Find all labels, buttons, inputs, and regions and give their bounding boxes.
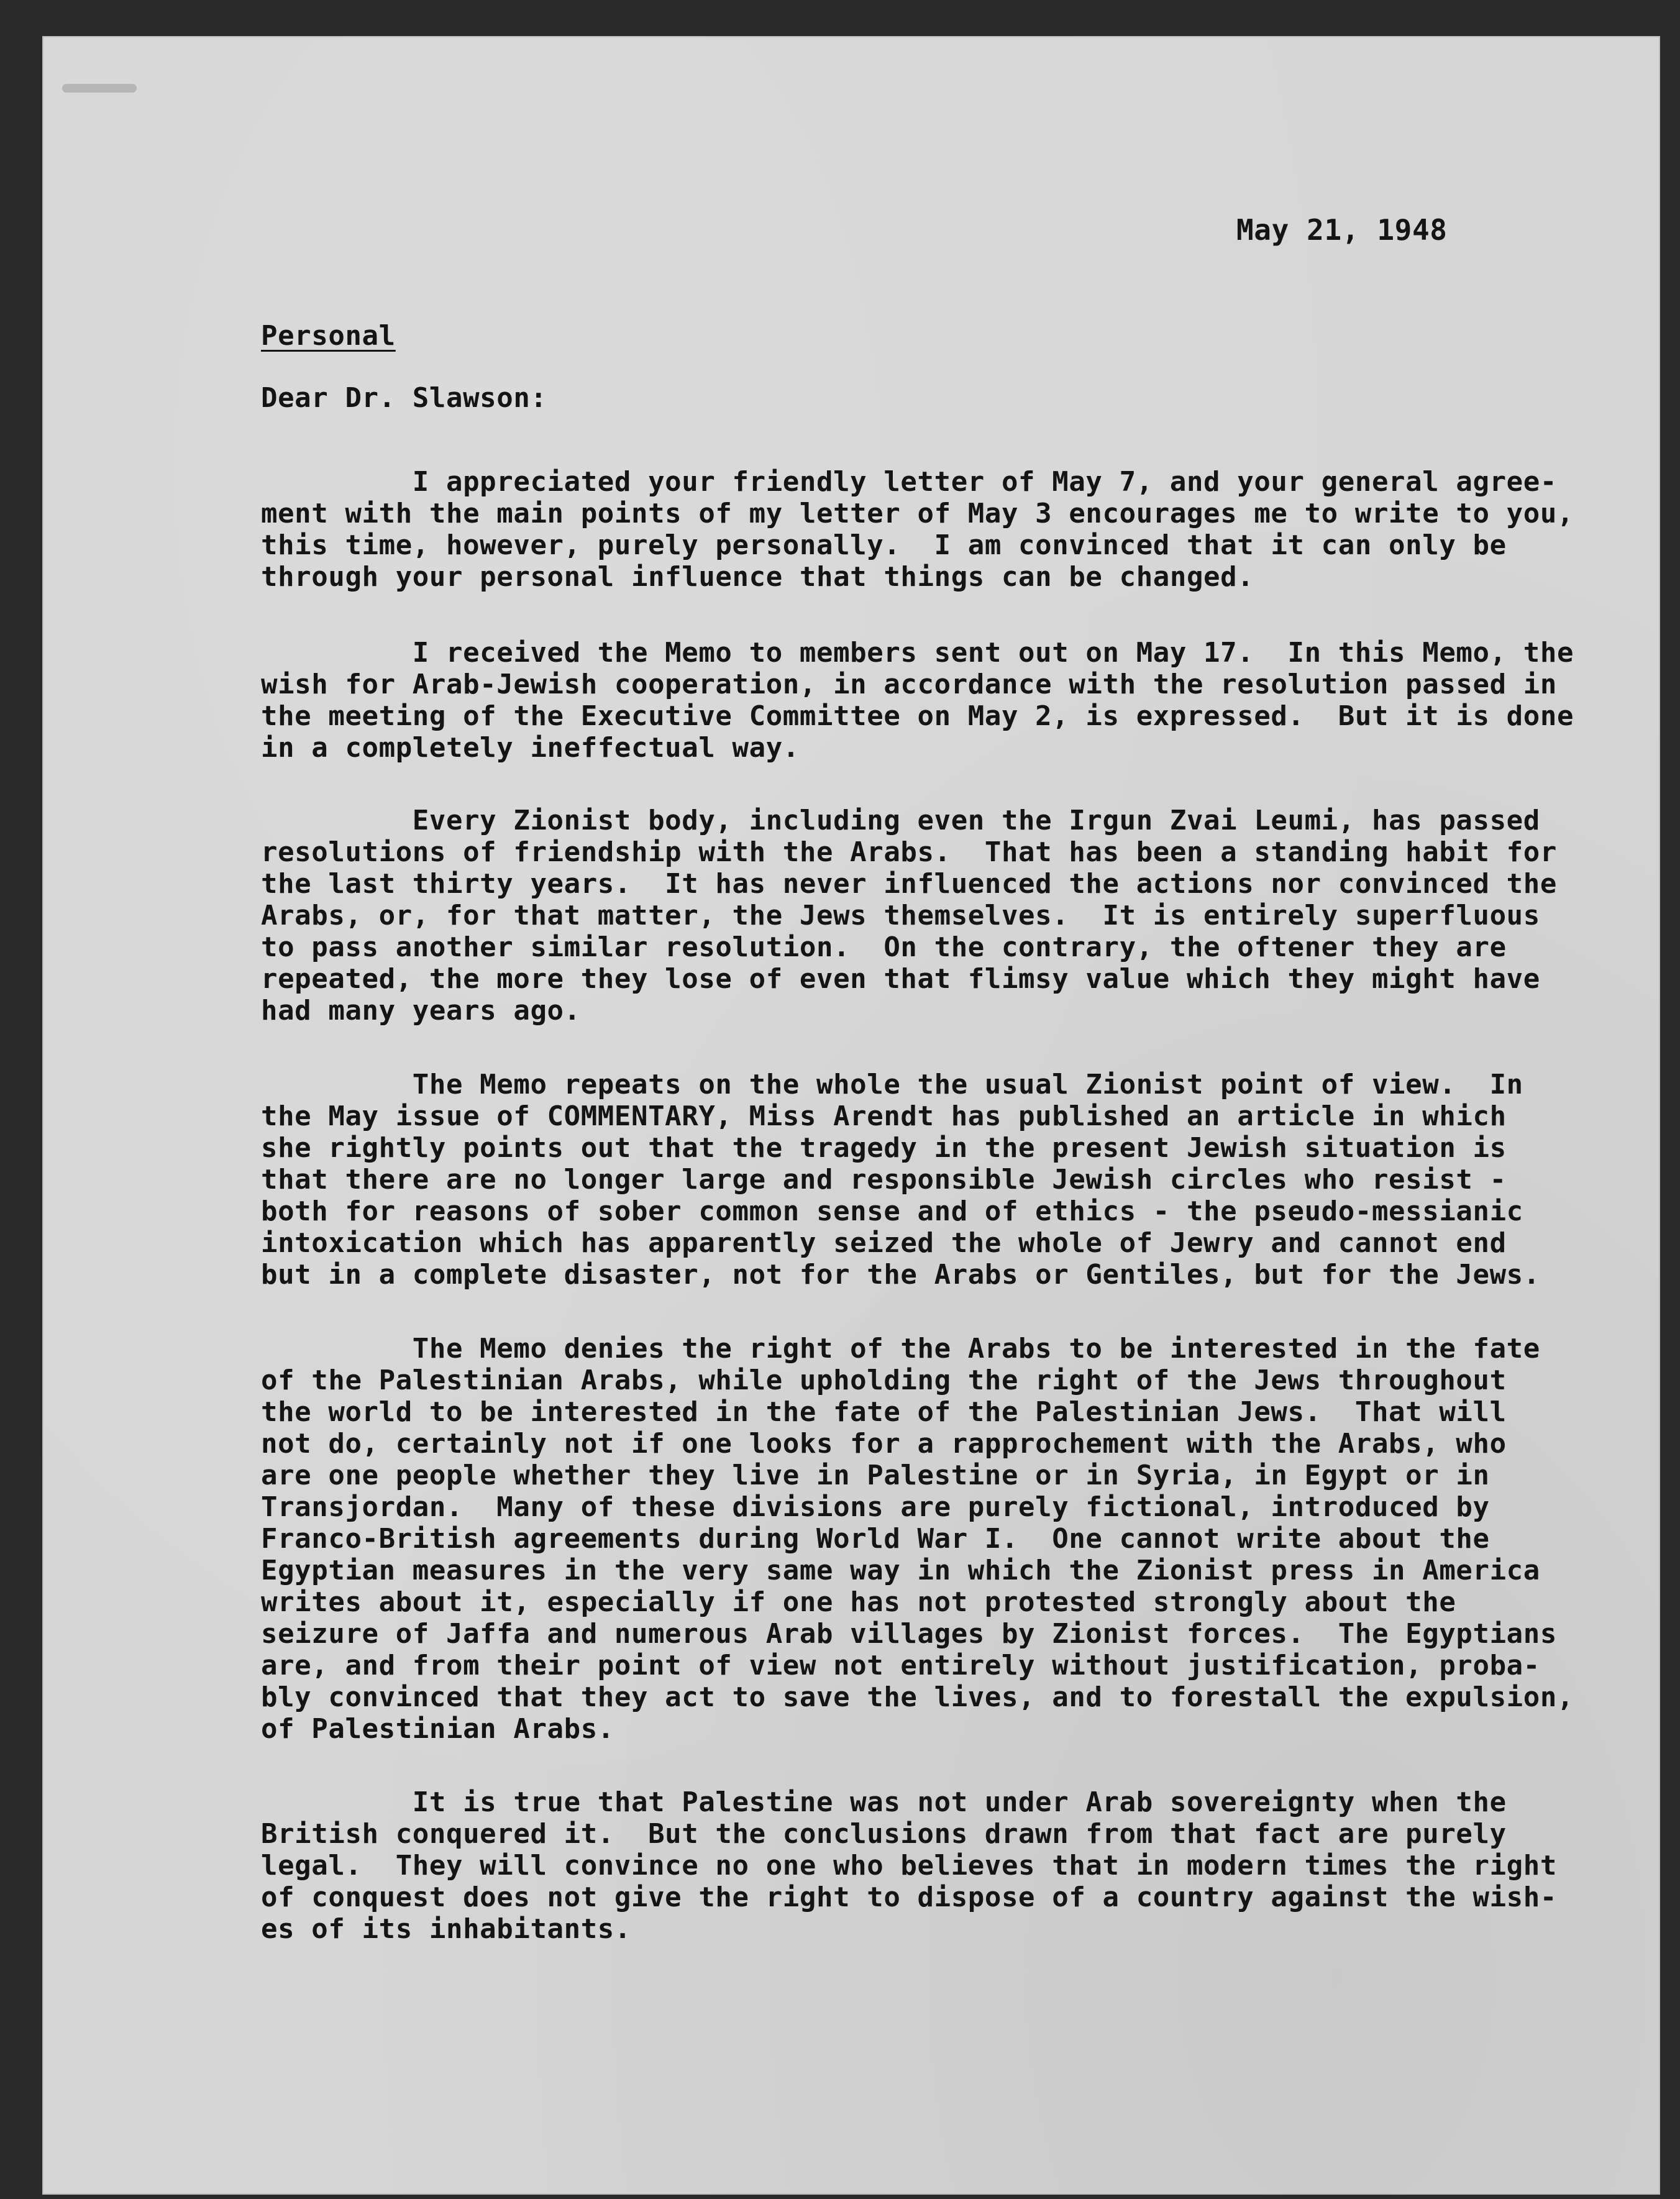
paragraph-line: of conquest does not give the right to dispose of a country against the wish-: [261, 1881, 1557, 1913]
paragraph-line: but in a complete disaster, not for the Arabs or Gentiles, but for the Jews.: [261, 1259, 1540, 1291]
paragraph-line: British conquered it. But the conclusions drawn from that fact are purely: [261, 1818, 1507, 1850]
paragraph-line: Every Zionist body, including even the Irgun Zvai Leumi, has passed: [261, 805, 1540, 836]
paragraph-line: wish for Arab-Jewish cooperation, in accordance with the resolution passed in: [261, 669, 1557, 700]
paragraph-line: the last thirty years. It has never influenced the actions nor convinced the: [261, 868, 1557, 900]
paragraph-line: the meeting of the Executive Committee on May 2, is expressed. But it is done: [261, 700, 1574, 732]
scan-smudge: [62, 84, 137, 93]
paragraph-line: writes about it, especially if one has not protested strongly about the: [261, 1586, 1456, 1618]
paragraph-line: The Memo denies the right of the Arabs to be interested in the fate: [261, 1333, 1540, 1365]
paragraph-1: [261, 466, 1597, 593]
paragraph-2: [261, 637, 1597, 764]
paragraph-line: resolutions of friendship with the Arabs. That has been a standing habit for: [261, 836, 1557, 868]
paragraph-line: that there are no longer large and responsible Jewish circles who resist -: [261, 1164, 1507, 1196]
letter-salutation: Dear Dr. Slawson:: [261, 382, 547, 414]
paragraph-line: this time, however, purely personally. I am convinced that it can only be: [261, 529, 1507, 561]
paragraph-3: [261, 805, 1597, 1026]
paragraph-line: intoxication which has apparently seized the whole of Jewry and cannot end: [261, 1227, 1507, 1259]
paragraph-line: ment with the main points of my letter of May 3 encourages me to write to you,: [261, 498, 1574, 529]
paragraph-6: [261, 1786, 1597, 1945]
paragraph-line: to pass another similar resolution. On the contrary, the oftener they are: [261, 931, 1507, 963]
paragraph-line: both for reasons of sober common sense and of ethics - the pseudo-messianic: [261, 1196, 1523, 1227]
paragraph-line: Transjordan. Many of these divisions are purely fictional, introduced by: [261, 1491, 1490, 1523]
paragraph-5: [261, 1333, 1597, 1745]
letter-page: [43, 37, 1659, 2193]
paragraph-line: The Memo repeats on the whole the usual Zionist point of view. In: [261, 1069, 1523, 1100]
paragraph-line: the world to be interested in the fate of the Palestinian Jews. That will: [261, 1396, 1507, 1428]
paragraph-line: she rightly points out that the tragedy in the present Jewish situation is: [261, 1132, 1507, 1164]
paragraph-4: [261, 1069, 1597, 1291]
paragraph-line: are one people whether they live in Palestine or in Syria, in Egypt or in: [261, 1460, 1490, 1491]
letter-heading-personal: Personal: [261, 320, 396, 352]
paragraph-line: Franco-British agreements during World War I. One cannot write about the: [261, 1523, 1490, 1555]
paragraph-line: Arabs, or, for that matter, the Jews themselves. It is entirely superfluous: [261, 900, 1540, 931]
paragraph-line: repeated, the more they lose of even that flimsy value which they might have: [261, 963, 1540, 995]
paragraph-line: of Palestinian Arabs.: [261, 1713, 614, 1745]
paragraph-line: had many years ago.: [261, 995, 581, 1026]
paragraph-line: legal. They will convince no one who believes that in modern times the right: [261, 1850, 1557, 1881]
letter-date: May 21, 1948: [1236, 213, 1448, 247]
paragraph-line: of the Palestinian Arabs, while upholding the right of the Jews throughout: [261, 1365, 1507, 1396]
paragraph-line: It is true that Palestine was not under Arab sovereignty when the: [261, 1786, 1507, 1818]
paragraph-line: through your personal influence that things can be changed.: [261, 561, 1254, 593]
paragraph-line: es of its inhabitants.: [261, 1913, 631, 1945]
paragraph-line: the May issue of COMMENTARY, Miss Arendt has published an article in which: [261, 1100, 1507, 1132]
paragraph-line: in a completely ineffectual way.: [261, 732, 800, 764]
paragraph-line: I appreciated your friendly letter of May 7, and your general agree-: [261, 466, 1557, 498]
paragraph-line: bly convinced that they act to save the lives, and to forestall the expulsion,: [261, 1681, 1574, 1713]
paragraph-line: not do, certainly not if one looks for a rapprochement with the Arabs, who: [261, 1428, 1507, 1460]
paragraph-line: seizure of Jaffa and numerous Arab villages by Zionist forces. The Egyptians: [261, 1618, 1557, 1650]
paragraph-line: are, and from their point of view not entirely without justification, proba-: [261, 1650, 1540, 1681]
paragraph-line: I received the Memo to members sent out on May 17. In this Memo, the: [261, 637, 1574, 669]
paragraph-line: Egyptian measures in the very same way in which the Zionist press in America: [261, 1555, 1540, 1586]
